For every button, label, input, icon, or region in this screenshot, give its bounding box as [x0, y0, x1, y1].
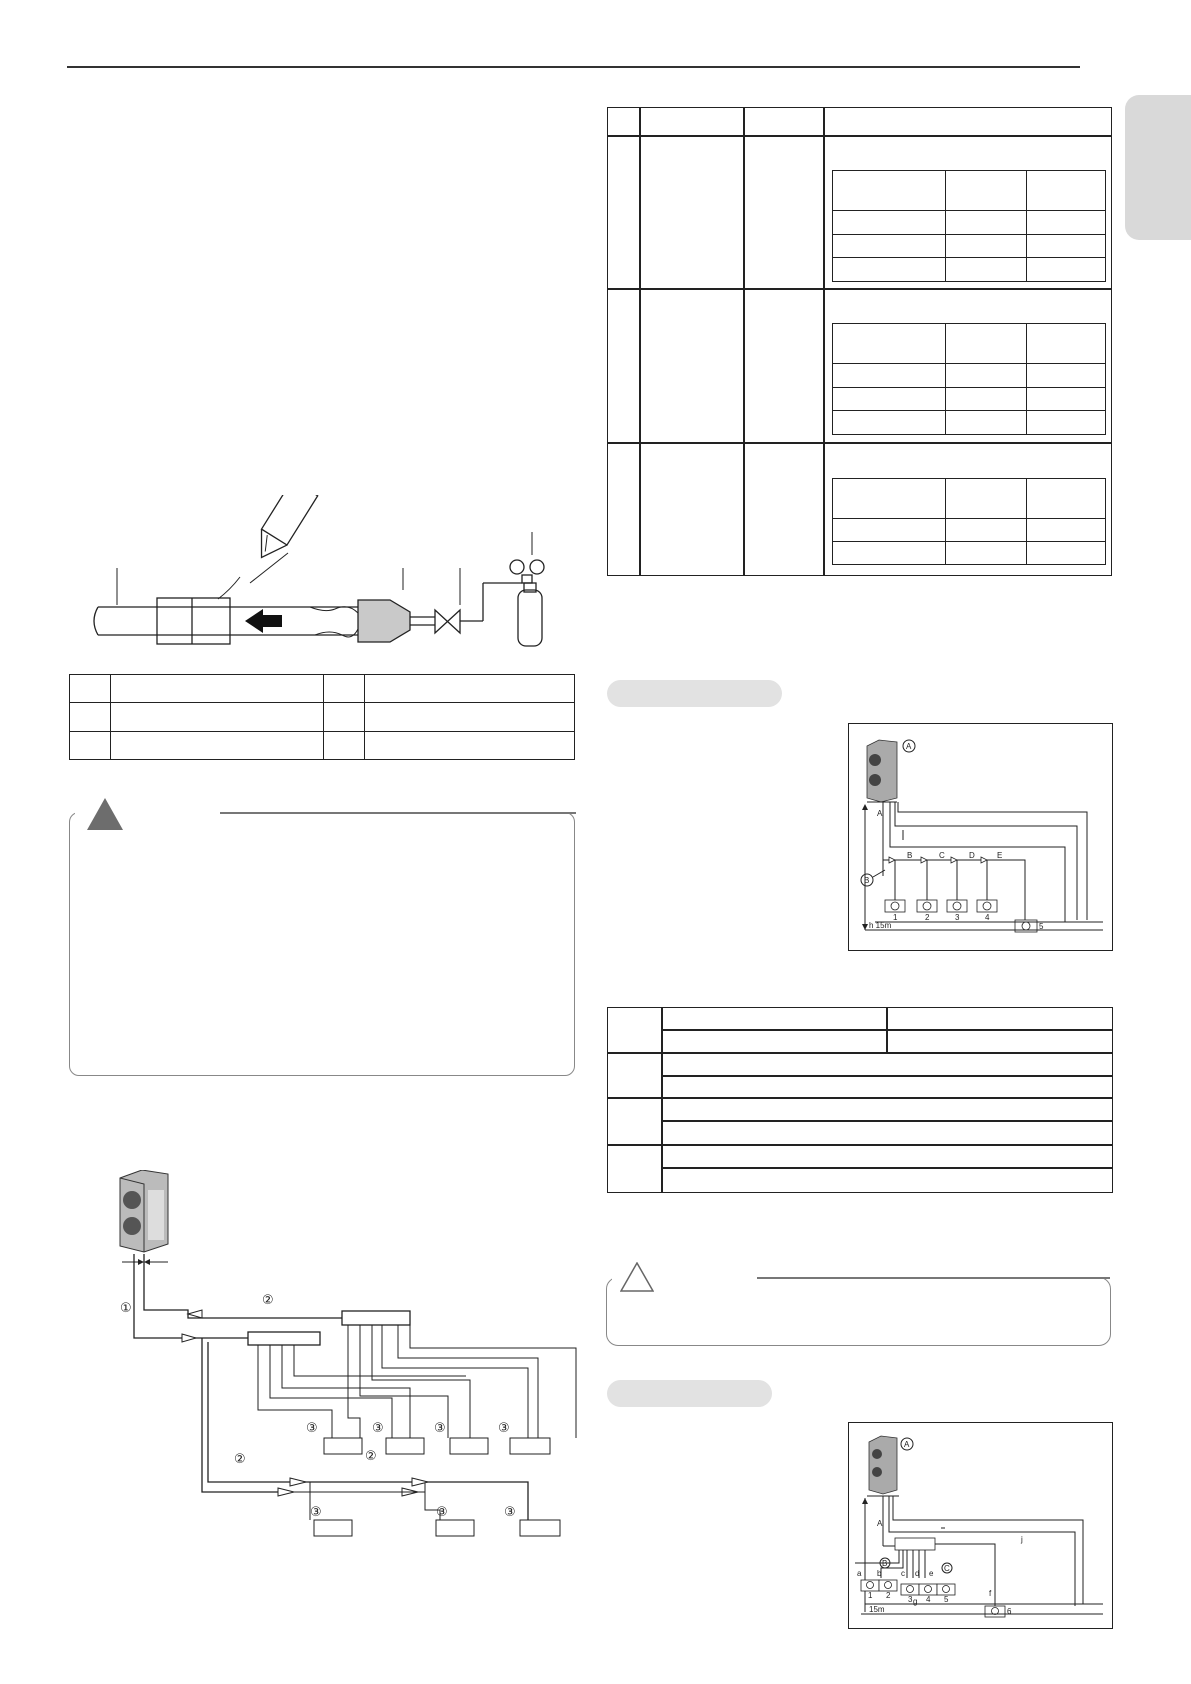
- unit-number: 5: [1039, 922, 1044, 931]
- spec-subtable-2: [832, 323, 1106, 435]
- branch-diagram: [855, 730, 1110, 945]
- section-heading-pill: [607, 1380, 772, 1407]
- pipe-length-table: [607, 1007, 1113, 1193]
- note-triangle-icon: [620, 1262, 654, 1292]
- unit-number: 1: [893, 913, 898, 922]
- segment-label: C: [939, 851, 945, 860]
- branch-marker-label: B: [864, 876, 870, 885]
- piping-layout-diagram: [110, 1170, 580, 1540]
- segment-label: b: [877, 1569, 882, 1578]
- outdoor-unit-label: A: [904, 1440, 910, 1449]
- pipe-marker: ③: [372, 1421, 384, 1436]
- pipe-marker: ③: [310, 1505, 322, 1520]
- brazing-diagram: [90, 495, 590, 655]
- caution-triangle-icon: [86, 797, 124, 831]
- segment-label: B: [907, 851, 913, 860]
- segment-label: d: [915, 1569, 920, 1578]
- caution-box: [69, 812, 575, 1076]
- second-marker-label: C: [944, 1564, 950, 1573]
- segment-label: A: [877, 809, 883, 818]
- segment-label: j: [1021, 1535, 1023, 1544]
- language-side-tab[interactable]: [1125, 95, 1191, 240]
- brazing-legend-table: [69, 674, 575, 760]
- pipe-marker: ③: [434, 1421, 446, 1436]
- segment-label: c: [901, 1569, 905, 1578]
- segment-label: A: [877, 1519, 883, 1528]
- unit-number: 1: [868, 1591, 873, 1600]
- spec-table-header-row: [607, 135, 1112, 137]
- header-diagram: [855, 1428, 1110, 1624]
- unit-number: 3: [908, 1595, 913, 1604]
- spec-subtable-1: [832, 170, 1106, 282]
- unit-number: 4: [985, 913, 990, 922]
- note-rule: [757, 1277, 1110, 1279]
- note-box: [606, 1277, 1111, 1346]
- pipe-marker: ③: [498, 1421, 510, 1436]
- pipe-marker: ②: [262, 1293, 274, 1308]
- outdoor-unit-icon: [869, 1436, 897, 1494]
- outdoor-unit-icon: [120, 1170, 168, 1252]
- pipe-marker: ③: [306, 1421, 318, 1436]
- unit-number: 5: [944, 1595, 949, 1604]
- segment-label: g: [913, 1597, 918, 1606]
- spec-subtable-3: [832, 478, 1106, 565]
- height-label: h 15m: [869, 921, 892, 930]
- pipe-marker: ②: [365, 1449, 377, 1464]
- segment-label: D: [969, 851, 975, 860]
- unit-number: 2: [925, 913, 930, 922]
- segment-label: f: [989, 1589, 992, 1598]
- section-heading-pill: [607, 680, 782, 707]
- segment-label: E: [997, 851, 1003, 860]
- outdoor-unit-label: A: [906, 742, 912, 751]
- height-label: 15m: [869, 1605, 885, 1614]
- pipe-marker: ③: [504, 1505, 516, 1520]
- page-header-rule: [67, 66, 1080, 68]
- outdoor-unit-icon: [867, 740, 897, 802]
- pipe-marker: ③: [436, 1505, 448, 1520]
- pipe-marker: ②: [234, 1452, 246, 1467]
- unit-number: 2: [886, 1591, 891, 1600]
- unit-number: 3: [955, 913, 960, 922]
- header-marker-label: B: [882, 1559, 888, 1568]
- segment-label: a: [857, 1569, 862, 1578]
- unit-number: 6: [1007, 1607, 1012, 1616]
- unit-number: 4: [926, 1595, 931, 1604]
- segment-label: e: [929, 1569, 934, 1578]
- caution-rule: [220, 812, 576, 814]
- pipe-marker: ①: [120, 1301, 132, 1316]
